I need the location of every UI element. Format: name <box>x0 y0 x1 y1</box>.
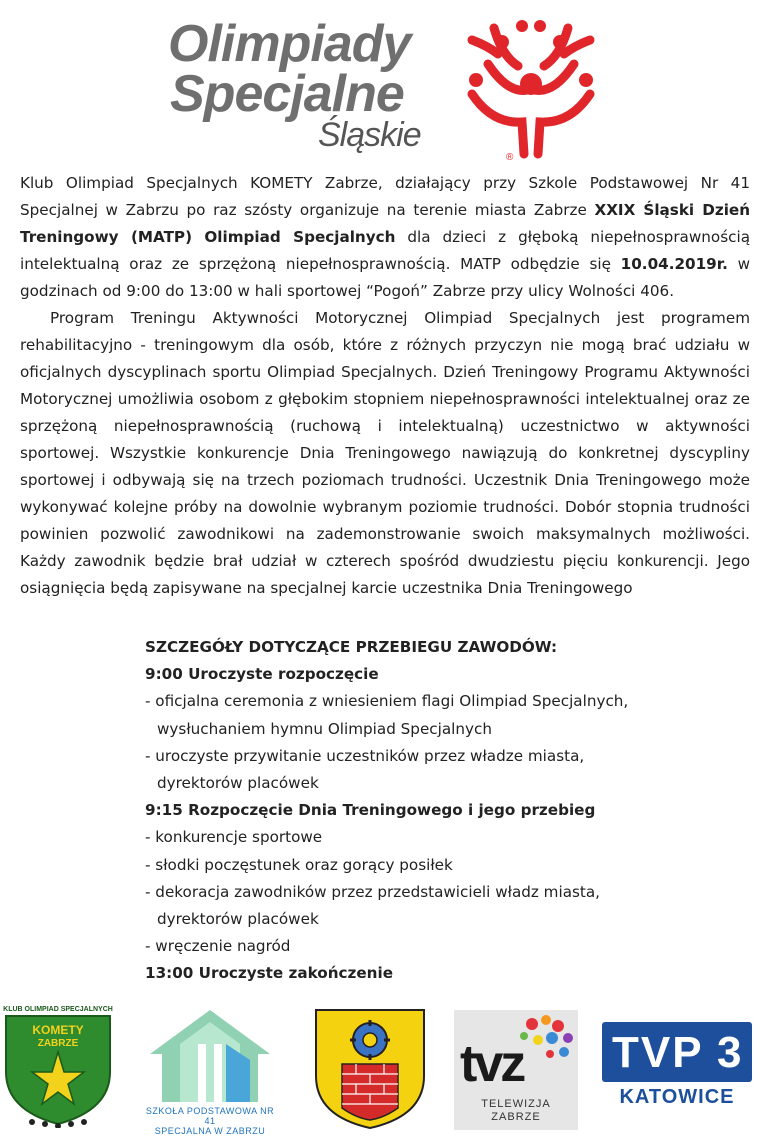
title-line-3: Śląskie <box>318 116 421 154</box>
header <box>0 0 767 168</box>
tvp3-box <box>602 1022 752 1082</box>
school-caption <box>140 1106 280 1136</box>
school-caption-line-2: SPECJALNA W ZABRZU <box>154 1126 266 1136</box>
tvz-caption-line-2: ZABRZE <box>491 1111 541 1123</box>
intro-paragraph-1 <box>20 170 750 305</box>
tvp3-wordmark: TVP 3 <box>612 1028 744 1077</box>
schedule-item-line: - wręczenie nagród <box>145 937 291 956</box>
intro-p1-date: 10.04.2019r. <box>620 255 728 273</box>
schedule-item-line: dyrektorów placówek <box>157 910 319 929</box>
intro-text <box>20 170 750 602</box>
schedule-item <box>145 852 745 879</box>
school-logo <box>140 1004 280 1136</box>
special-olympics-emblem-icon <box>458 14 604 164</box>
schedule-item-line: - uroczyste przywitanie uczestników przez władze miasta, <box>145 746 585 765</box>
zabrze-coat-of-arms-icon <box>314 1008 426 1130</box>
tvp3-logo <box>600 1022 754 1122</box>
intro-p1-part1: Klub Olimpiad Specjalnych KOMETY Zabrze, działający przy Szkole Podstawowej Nr 41 Specjalnej w Zabrzu po raz szósty organizuje na terenie miasta Zabrze <box>20 174 750 219</box>
tvz-logo <box>454 1010 578 1130</box>
tvz-caption <box>454 1098 578 1124</box>
schedule-item-line: wysłuchaniem hymnu Olimpiad Specjalnych <box>157 719 492 738</box>
intro-p1-part2: dla dzieci z głęboką niepełnosprawnością intelektualną oraz ze sprzężoną niepełnosprawnością. MATP odbędzie się <box>20 228 750 273</box>
intro-p1-event-name: XXIX Śląski Dzień Treningowy (MATP) Olimpiad Specjalnych <box>20 201 751 246</box>
title-line-1: Olimpiady <box>168 15 411 73</box>
schedule-block-title: 9:15 Rozpoczęcie Dnia Treningowego i jego przebieg <box>145 801 596 820</box>
komety-city: ZABRZE <box>37 1038 79 1049</box>
tvp3-city: KATOWICE <box>619 1086 735 1108</box>
intro-paragraph-2: Program Treningu Aktywności Motorycznej Olimpiad Specjalnych jest programem rehabilitacyjno - treningowym dla osób, które z różnych przyczyn nie mogą brać udziału w oficjalnych dyscyplinach sportu Olimpiad Specjalnych. Dzień Treningowy Programu Aktywności Motorycznej umożliwia osobom z głębokim stopniem niepełnosprawności intelektualnej oraz ze sprzężoną niepełnosprawnością (ruchową i intelektualną) uczestnictwo w aktywności sportowej. Wszystkie konkurencje Dnia Treningowego nawiązują do konkretnej dyscypliny sportowej i odbywają się na trzech poziomach trudności. Uczestnik Dnia Treningowego może wykonywać kolejne próby na dowolnie wybranym poziomie trudności. Dobór stopnia trudności powinien pozwolić zawodnikowi na zademonstrowanie swoich maksymalnych możliwości. Każdy zawodnik będzie brał udział w czterech spośród dwudziestu pięciu konkurencji. Jego osiągnięcia będą zapisywane na specjalnej karcie uczestnika Dnia Treningowego <box>20 309 750 597</box>
schedule-item <box>145 879 745 933</box>
title-line-2: Specjalne <box>170 65 404 123</box>
intro-p1-part3: w godzinach od 9:00 do 13:00 w hali sportowej “Pogoń” Zabrze przy ulicy Wolności 406. <box>20 255 751 300</box>
schedule-item <box>145 688 745 742</box>
sponsor-logos <box>0 990 767 1140</box>
komety-club-logo <box>2 1002 114 1128</box>
schedule-item <box>145 933 745 960</box>
schedule-block-title: 13:00 Uroczyste zakończenie <box>145 964 394 983</box>
schedule-heading: SZCZEGÓŁY DOTYCZĄCE PRZEBIEGU ZAWODÓW: <box>145 638 558 656</box>
school-house-icon <box>140 1004 280 1104</box>
tvz-caption-line-1: TELEWIZJA <box>481 1098 551 1110</box>
school-caption-line-1: SZKOŁA PODSTAWOWA NR 41 <box>145 1106 275 1126</box>
schedule-item-line: - słodki poczęstunek oraz gorący posiłek <box>145 855 453 874</box>
komety-arc-text: KLUB OLIMPIAD SPECJALNYCH <box>3 1006 113 1013</box>
tvz-wordmark: tvz <box>460 1035 524 1093</box>
schedule <box>145 634 745 988</box>
schedule-item <box>145 824 745 851</box>
schedule-block-title: 9:00 Uroczyste rozpoczęcie <box>145 665 379 684</box>
schedule-item-line: - dekoracja zawodników przez przedstawicieli władz miasta, <box>145 882 601 901</box>
schedule-item-line: dyrektorów placówek <box>157 774 319 793</box>
komety-name: KOMETY <box>32 1023 84 1037</box>
schedule-item <box>145 743 745 797</box>
schedule-item-line: - konkurencje sportowe <box>145 828 323 847</box>
schedule-item-line: - oficjalna ceremonia z wniesieniem flagi Olimpiad Specjalnych, <box>145 692 629 711</box>
emblem-registered-mark: ® <box>506 152 514 163</box>
